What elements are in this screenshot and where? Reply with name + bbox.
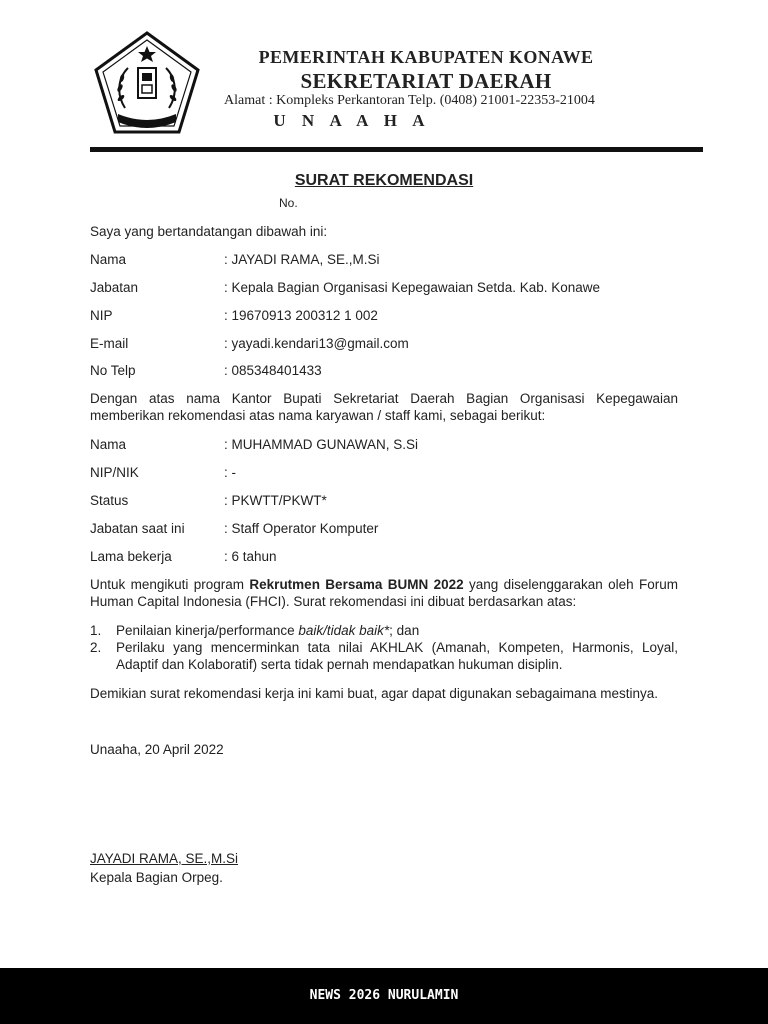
employee-nip-label: NIP/NIK xyxy=(90,465,139,480)
employee-name-value: : MUHAMMAD GUNAWAN, S.Si xyxy=(224,437,419,452)
list-item-emphasis: baik/tidak baik* xyxy=(298,623,390,638)
program-name: Rekrutmen Bersama BUMN 2022 xyxy=(249,577,464,592)
signer-position-label: Jabatan xyxy=(90,280,139,295)
employee-status-value: : PKWTT/PKWT* xyxy=(224,493,327,508)
statement-paragraph: Dengan atas nama Kantor Bupati Sekretariat Daerah Bagian Organisasi Kepegawaian memberikan rekomendasi atas nama karyawan / staff kami, sebagai berikut: xyxy=(90,391,678,423)
list-item-number: 1. xyxy=(90,623,102,638)
signatory-name: JAYADI RAMA, SE.,M.Si xyxy=(90,851,239,866)
list-item-text: Penilaian kinerja/performance xyxy=(116,623,299,638)
purpose-text-start: Untuk mengikuti program xyxy=(90,577,250,592)
office-name: SEKRETARIAT DAERAH xyxy=(300,69,552,93)
list-item-text: Perilaku yang mencerminkan tata nilai AKHLAK (Amanah, Kompeten, Harmonis, Loyal, Adaptif dan Kolaboratif) serta tidak pernah mendapatkan hukuman disiplin. xyxy=(116,640,678,672)
employee-nip-value: : - xyxy=(224,465,236,480)
closing-paragraph: Demikian surat rekomendasi kerja ini kami buat, agar dapat digunakan sebagaimana mestinya. xyxy=(90,686,659,701)
intro-text: Saya yang bertandatangan dibawah ini: xyxy=(90,224,328,239)
signer-name-value: : JAYADI RAMA, SE.,M.Si xyxy=(224,252,380,267)
signer-nip-label: NIP xyxy=(90,308,113,323)
employee-name-label: Nama xyxy=(90,437,127,452)
basis-list xyxy=(90,622,678,673)
employee-status-label: Status xyxy=(90,493,129,508)
letter-title: SURAT REKOMENDASI xyxy=(294,172,474,189)
office-city: U N A A H A xyxy=(273,111,431,130)
list-item xyxy=(90,622,678,639)
signer-email-label: E-mail xyxy=(90,336,129,351)
signatory-title: Kepala Bagian Orpeg. xyxy=(90,870,223,885)
purpose-text-end: yang diselenggarakan oleh Forum Human Capital Indonesia (FHCI). Surat rekomendasi ini dibuat berdasarkan atas: xyxy=(90,577,678,609)
office-address: Alamat : Kompleks Perkantoran Telp. (0408) 21001-22353-21004 xyxy=(224,93,595,108)
konawe-emblem-logo xyxy=(92,30,202,136)
footer-caption: NEWS 2026 NURULAMIN xyxy=(309,988,459,1003)
signer-phone-value: : 085348401433 xyxy=(224,363,322,378)
employee-tenure-label: Lama bekerja xyxy=(90,549,172,564)
employee-tenure-value: : 6 tahun xyxy=(224,549,277,564)
letterhead-divider xyxy=(90,147,703,152)
signer-name-label: Nama xyxy=(90,252,127,267)
government-name: PEMERINTAH KABUPATEN KONAWE xyxy=(258,47,594,67)
employee-position-value: : Staff Operator Komputer xyxy=(224,521,379,536)
letter-number-label: No. xyxy=(279,196,298,210)
list-item-text-end: ; dan xyxy=(389,623,420,638)
logo-label: KONAWE xyxy=(133,114,161,120)
list-item xyxy=(90,639,678,673)
list-item-number: 2. xyxy=(90,640,102,655)
signer-email-value: : yayadi.kendari13@gmail.com xyxy=(224,336,409,351)
signer-phone-label: No Telp xyxy=(90,363,136,378)
signer-nip-value: : 19670913 200312 1 002 xyxy=(224,308,378,323)
purpose-paragraph xyxy=(90,576,678,610)
place-date: Unaaha, 20 April 2022 xyxy=(90,742,224,757)
employee-position-label: Jabatan saat ini xyxy=(90,521,185,536)
signer-position-value: : Kepala Bagian Organisasi Kepegawaian Setda. Kab. Konawe xyxy=(224,280,601,295)
